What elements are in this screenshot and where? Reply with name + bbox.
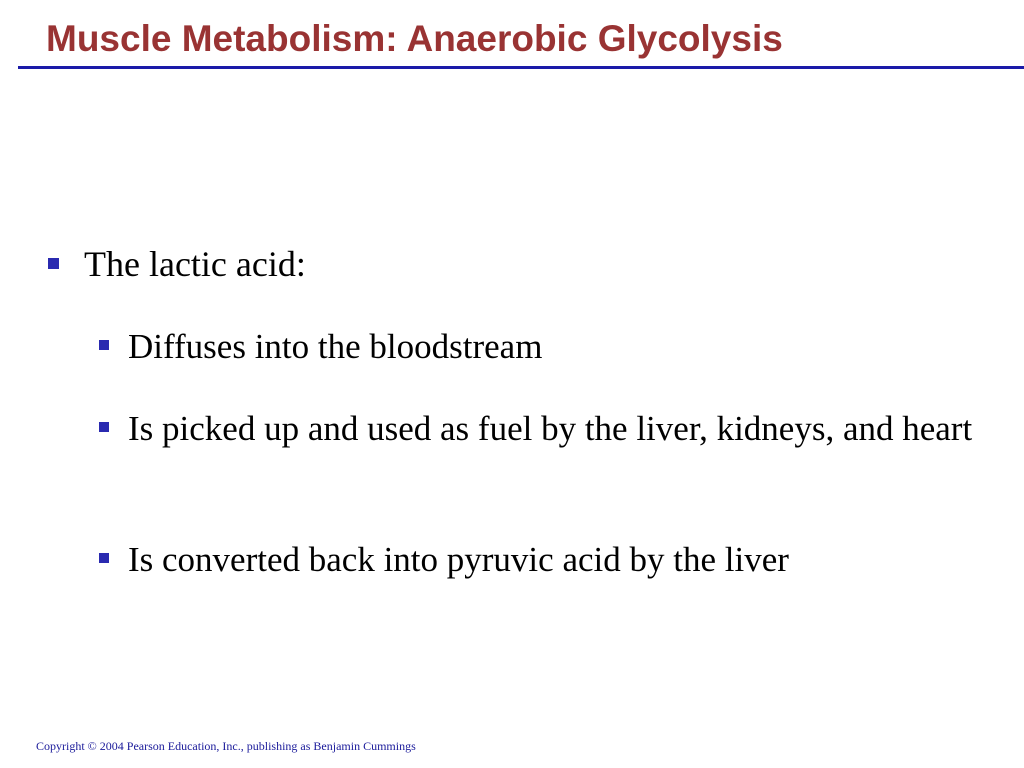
sub-bullet-bloodstream: Diffuses into the bloodstream — [128, 327, 543, 366]
square-bullet-icon — [99, 422, 109, 432]
bullet-lactic-acid: The lactic acid: — [84, 244, 306, 284]
square-bullet-icon — [48, 258, 59, 269]
square-bullet-icon — [99, 553, 109, 563]
slide-title: Muscle Metabolism: Anaerobic Glycolysis — [46, 18, 783, 59]
sub-bullet-pyruvic-acid: Is converted back into pyruvic acid by the liver — [128, 540, 789, 579]
sub-bullet-fuel: Is picked up and used as fuel by the liver, kidneys, and heart — [128, 409, 973, 448]
copyright-footer: Copyright © 2004 Pearson Education, Inc., publishing as Benjamin Cummings — [36, 739, 416, 753]
square-bullet-icon — [99, 340, 109, 350]
